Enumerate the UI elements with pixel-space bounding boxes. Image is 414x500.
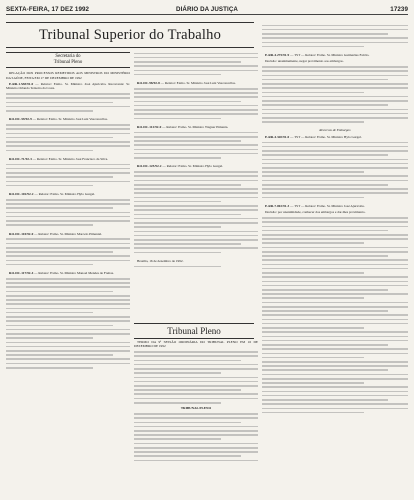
process-number: E-RR-4.275/91-9 xyxy=(265,53,290,58)
process-number: E-RR-7.002/91-3 xyxy=(265,203,290,208)
process-entry xyxy=(134,81,258,85)
header-date: SEXTA-FEIRA, 17 DEZ 1992 xyxy=(6,5,90,13)
decision-text: Decisão: unanimemente, negar provimento aos embargos. xyxy=(265,59,344,64)
column-2 xyxy=(134,50,258,320)
process-entry xyxy=(134,125,258,129)
tribunal-pleno-title: Tribunal Pleno xyxy=(134,323,254,339)
process-number: RO-DC-117/92-4 xyxy=(9,271,34,276)
process-text: — Relator: Exmo. Sr. Ministro José Luiz Vasconcellos. xyxy=(32,117,108,122)
process-text: — Relator: Exmo. Sr. Ministro José Francisco da Silva. xyxy=(32,156,109,161)
process-number: RO-DC-112/92-0 xyxy=(137,124,162,129)
pleno-subtitle: TRIBUNAL PLENO xyxy=(180,406,212,411)
process-number: E-RR-4.320/91-0 xyxy=(265,134,290,139)
header-page-number: 17239 xyxy=(390,5,408,13)
process-entry xyxy=(6,192,130,196)
process-number: RO-DC-71/92-3 xyxy=(9,156,32,161)
intro-paragraph: RELAÇÃO DOS PROCESSOS REMETIDOS AOS MINISTROS DO MINISTÉRIO DA SAÚDE, FEITA EM 17 DE DEZEMBRO DE 1992 xyxy=(6,71,130,80)
section-title-line-1: Secretaria do xyxy=(55,54,81,59)
process-text: — Relator: Exmo. Sr. Ministro José Ajuricaba. Recorrente: Sr. Ministro Orlando Teixeira da Costa. xyxy=(6,81,130,91)
section-title-line-2: Tribunal Pleno xyxy=(53,60,83,66)
process-entry xyxy=(262,135,408,139)
process-number: E-RR-1.538/91-0 xyxy=(9,81,34,86)
subsection-heading: Recursos de Embargos xyxy=(319,128,351,133)
process-entry xyxy=(262,204,408,208)
process-number: RO-DC-59/92-9 xyxy=(9,117,32,122)
closing-date: Brasília, 16 de dezembro de 1992. xyxy=(137,258,184,263)
process-number: RO-DC-110/92-0 xyxy=(9,231,34,236)
column-2-lower xyxy=(134,340,258,496)
process-entry xyxy=(6,82,130,91)
process-number: RO-DC-102/92-2 xyxy=(9,192,34,197)
process-text: — Relator: Exmo. Sr. Ministro Hylo Gurgel. xyxy=(34,192,96,197)
process-text: — TST — Relator: Exmo. Sr. Ministro José Ajuricaba. xyxy=(290,203,365,208)
process-entry xyxy=(6,117,130,121)
process-number: RO-DC-98/92-8 xyxy=(137,81,160,86)
process-entry xyxy=(6,157,130,161)
page-header xyxy=(6,4,408,15)
process-entry xyxy=(134,164,258,168)
process-text: — TST — Relator: Exmo. Sr. Ministro Guimarães Falcão. xyxy=(290,53,370,58)
process-text: — Relator: Exmo. Sr. Ministro Manoel Mendes de Freitas. xyxy=(34,271,114,276)
process-number: RO-DC-125/92-2 xyxy=(137,164,162,169)
section-masthead: Tribunal Superior do Trabalho xyxy=(6,22,254,48)
column-1 xyxy=(6,50,130,496)
process-text: — Relator: Exmo. Sr. Ministro José Luiz Vasconcellos. xyxy=(160,81,236,86)
process-entry xyxy=(6,271,130,275)
process-text: — Relator: Exmo. Sr. Ministro Hylo Gurgel. xyxy=(162,164,224,169)
pleno-intro: TERMO DA 9ª SESSÃO ORDINÁRIA DO TRIBUNAL PLENO EM 16 DE DEZEMBRO DE 1992 xyxy=(134,340,258,349)
section-title-box xyxy=(6,52,130,68)
header-publication: DIÁRIO DA JUSTIÇA xyxy=(176,5,238,13)
process-text: — Relator: Exmo. Sr. Ministro Marcelo Pimentel. xyxy=(34,231,103,236)
decision-text: Decisão: por unanimidade, conhecer dos embargos e dar-lhes provimento. xyxy=(265,210,366,215)
process-text: — Relator: Exmo. Sr. Ministro Wagner Pimenta. xyxy=(162,124,229,129)
process-text: — TST — Relator: Exmo. Sr. Ministro Hylo Gurgel. xyxy=(290,134,362,139)
process-entry xyxy=(6,232,130,236)
column-3 xyxy=(262,22,408,496)
process-entry xyxy=(262,53,408,57)
